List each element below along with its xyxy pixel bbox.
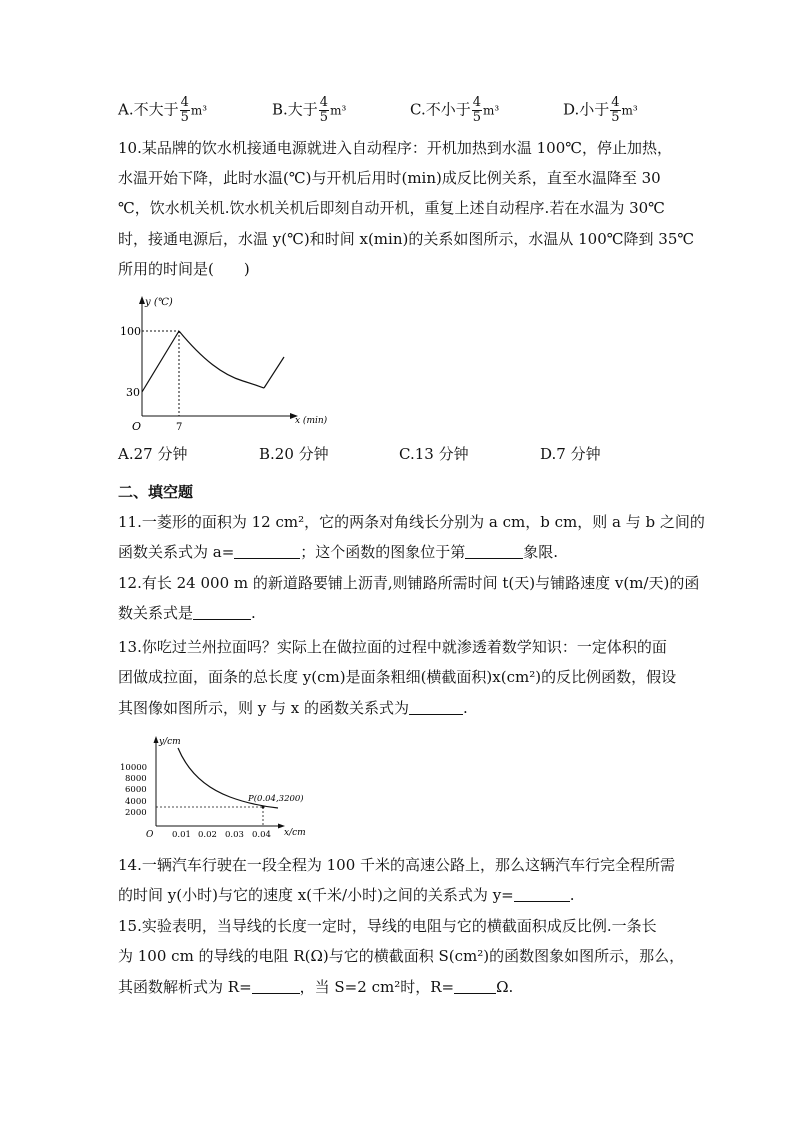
q13-text-b: . xyxy=(463,699,468,717)
q15-text-a: 其函数解析式为 R= xyxy=(118,978,252,996)
y-axis-label: y/cm xyxy=(159,737,181,747)
section-title: 二、填空题 xyxy=(118,483,194,501)
q14-line-2 xyxy=(118,885,575,905)
q15-line-2: 为 100 cm 的导线的电阻 R(Ω)与它的横截面积 S(cm²)的函数图象如图所示，那么， xyxy=(118,947,685,965)
point-p xyxy=(262,806,265,809)
cooling-curve xyxy=(179,331,264,388)
x-tick-004: 0.04 xyxy=(252,830,271,840)
x-axis-label: x/cm xyxy=(284,828,306,838)
q14-text-a: 的时间 y(小时)与它的速度 x(千米/小时)之间的关系式为 y= xyxy=(118,886,514,904)
q14-text-b: . xyxy=(569,886,575,904)
numerator: 4 xyxy=(611,95,620,110)
q10-option-d: D.7 分钟 xyxy=(540,445,601,463)
q9-option-a xyxy=(118,96,207,125)
q12-line-1: 12.有长 24 000 m 的新道路要铺上沥青,则铺路所需时间 t(天)与铺路速度 v(m/天)的函 xyxy=(118,574,700,592)
heating-line xyxy=(142,331,179,392)
y-tick-2000: 2000 xyxy=(125,808,147,818)
y-tick-8000: 8000 xyxy=(125,774,147,784)
tick-7: 7 xyxy=(176,422,183,433)
origin-label: O xyxy=(132,420,142,433)
q9-option-c xyxy=(410,96,499,125)
q10-line-4: 时，接通电源后，水温 y(℃)和时间 x(min)的关系如图所示，水温从 100℃降到 35℃ xyxy=(118,230,695,248)
answer-blank[interactable] xyxy=(409,700,463,715)
q15-text-c: Ω. xyxy=(496,978,514,996)
q10-line-5: 所用的时间是( ) xyxy=(118,260,250,278)
y-tick-6000: 6000 xyxy=(125,785,147,795)
q13-noodle-graph xyxy=(118,734,328,840)
q10-temperature-graph xyxy=(118,290,348,438)
unit: m³ xyxy=(483,103,500,118)
fraction xyxy=(610,96,620,125)
reheating-line xyxy=(264,357,284,388)
numerator: 4 xyxy=(472,95,481,110)
q13-line-2: 团做成拉面，面条的总长度 y(cm)是面条粗细(横截面积)x(cm²)的反比例函数，假设 xyxy=(118,668,677,686)
y-tick-10000: 10000 xyxy=(120,763,148,773)
q10-option-c: C.13 分钟 xyxy=(399,445,469,463)
q11-text-c: 象限. xyxy=(523,543,559,561)
q10-option-b: B.20 分钟 xyxy=(259,445,329,463)
denominator: 5 xyxy=(319,110,329,125)
answer-blank[interactable] xyxy=(514,887,570,902)
q10-line-2: 水温开始下降，此时水温(℃)与开机后用时(min)成反比例关系，直至水温降至 30 xyxy=(118,169,661,187)
fraction xyxy=(472,96,482,125)
denominator: 5 xyxy=(180,110,189,125)
origin-label: O xyxy=(146,830,154,840)
unit: m³ xyxy=(621,103,638,118)
numerator: 4 xyxy=(180,95,189,110)
q13-text-a: 其图像如图所示，则 y 与 x 的函数关系式为 xyxy=(118,699,410,717)
x-tick-001: 0.01 xyxy=(172,830,191,840)
x-axis-label: x (min) xyxy=(295,416,328,426)
q10-option-a: A.27 分钟 xyxy=(118,445,188,463)
tick-30: 30 xyxy=(126,386,140,399)
q9-option-d-label: D.小于 xyxy=(563,100,610,119)
q11-line-1: 11.一菱形的面积为 12 cm²，它的两条对角线长分别为 a cm，b cm，则 a 与 b 之间的 xyxy=(118,513,705,531)
q12-line-2 xyxy=(118,603,256,623)
q10-line-1: 10.某品牌的饮水机接通电源就进入自动程序：开机加热到水温 100℃，停止加热， xyxy=(118,139,673,157)
q14-line-1: 14.一辆汽车行驶在一段全程为 100 千米的高速公路上，那么这辆汽车行完全程所需 xyxy=(118,856,676,874)
fraction xyxy=(180,96,190,125)
q9-option-d xyxy=(563,96,638,125)
q15-line-1: 15.实验表明，当导线的长度一定时，导线的电阻与它的横截面积成反比例.一条长 xyxy=(118,917,657,935)
q10-line-3: ℃，饮水机关机.饮水机关机后即刻自动开机，重复上述自动程序.若在水温为 30℃ xyxy=(118,199,665,217)
q13-line-3 xyxy=(118,698,468,718)
q9-option-c-label: C.不小于 xyxy=(410,100,471,119)
y-tick-4000: 4000 xyxy=(125,797,147,807)
fraction xyxy=(319,96,329,125)
denominator: 5 xyxy=(472,110,481,125)
unit: m³ xyxy=(190,103,208,118)
answer-blank[interactable] xyxy=(454,979,496,994)
numerator: 4 xyxy=(319,95,329,110)
answer-blank[interactable] xyxy=(193,605,251,620)
unit: m³ xyxy=(330,103,347,118)
q12-text-b: . xyxy=(251,604,256,622)
y-axis-label: y (℃) xyxy=(145,297,173,308)
answer-blank[interactable] xyxy=(252,979,300,994)
x-tick-002: 0.02 xyxy=(198,830,217,840)
q15-text-b: ，当 S=2 cm²时，R= xyxy=(299,978,455,996)
q13-line-1: 13.你吃过兰州拉面吗？实际上在做拉面的过程中就渗透着数学知识：一定体积的面 xyxy=(118,638,667,656)
x-tick-003: 0.03 xyxy=(225,830,244,840)
q12-text-a: 数关系式是 xyxy=(118,604,194,622)
q9-option-b xyxy=(272,96,346,125)
q9-option-b-label: B.大于 xyxy=(272,100,318,119)
tick-100: 100 xyxy=(120,325,141,338)
answer-blank[interactable] xyxy=(465,544,523,559)
q11-text-a: 函数关系式为 a= xyxy=(118,543,235,561)
y-axis-arrow xyxy=(154,736,159,743)
q15-line-3 xyxy=(118,977,513,997)
point-p-label: P(0.04,3200) xyxy=(248,794,304,804)
denominator: 5 xyxy=(611,110,620,125)
q11-line-2 xyxy=(118,542,558,562)
q11-text-b: ；这个函数的图象位于第 xyxy=(300,543,466,561)
q9-option-a-label: A.不大于 xyxy=(118,100,179,119)
answer-blank[interactable] xyxy=(234,544,300,559)
